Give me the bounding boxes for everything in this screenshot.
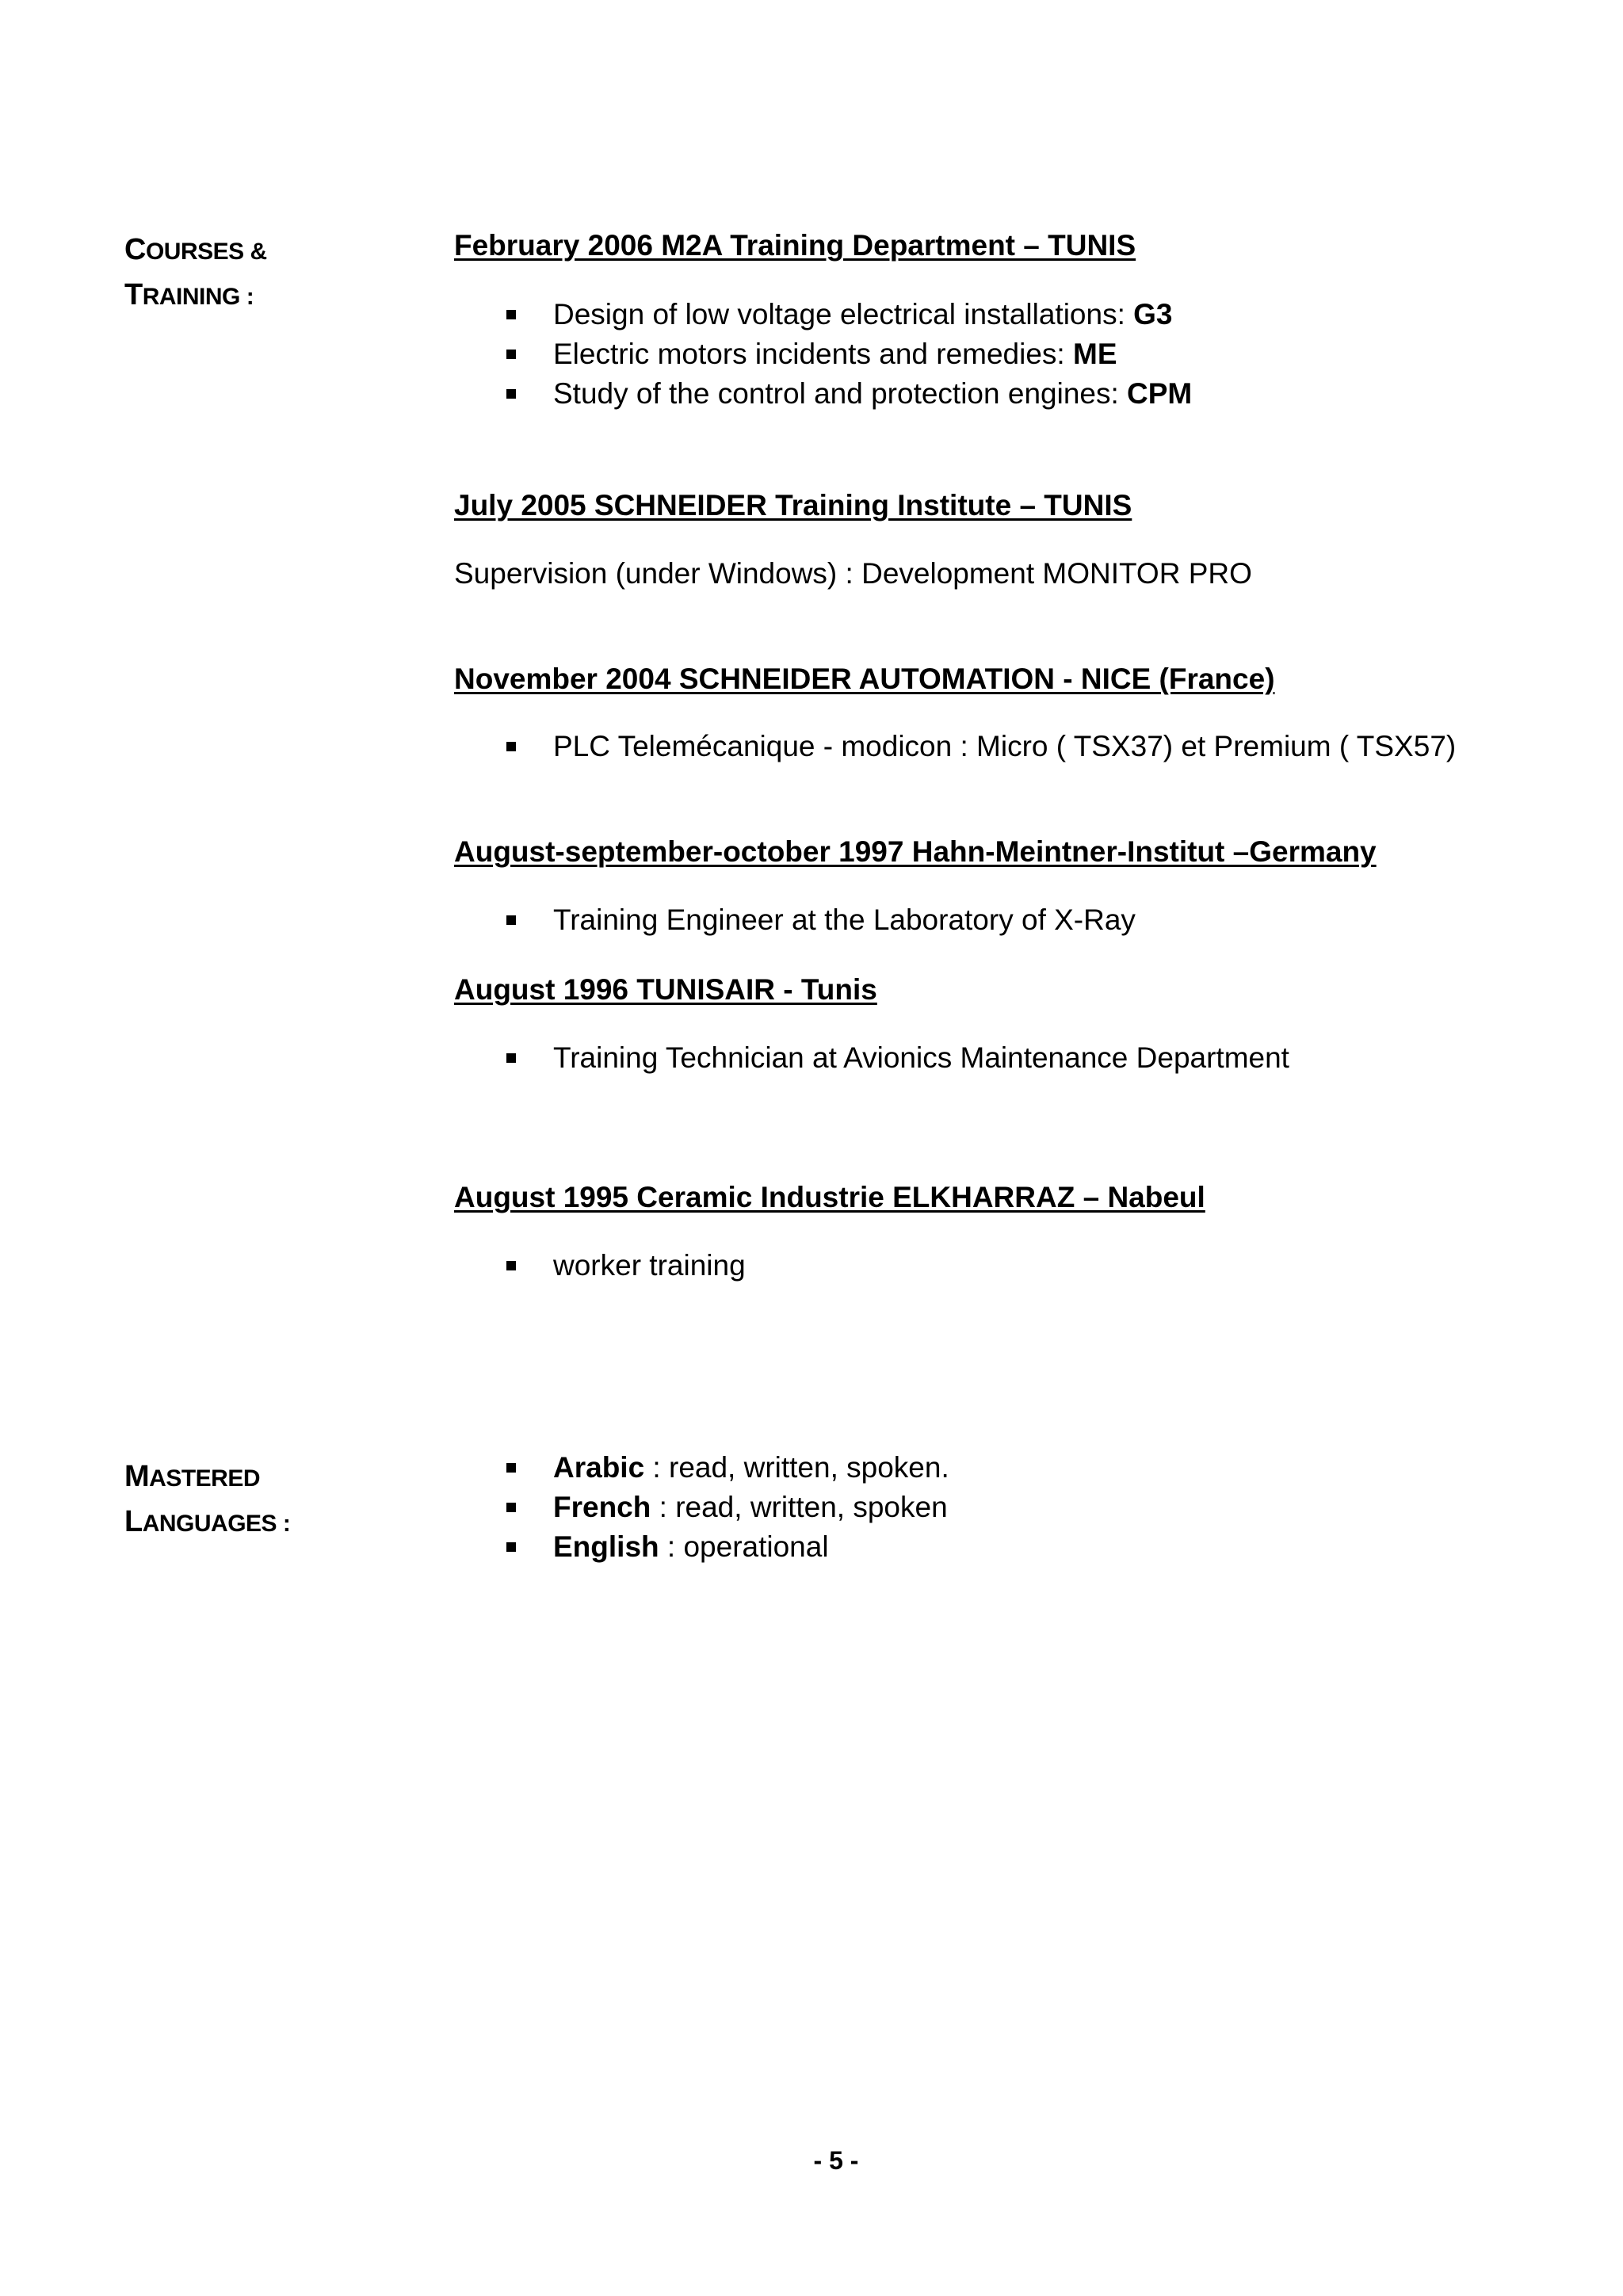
languages-label-line1: MASTERED xyxy=(124,1460,261,1493)
training-heading-1997: August-september-october 1997 Hahn-Meintner-Institut –Germany xyxy=(454,835,1377,868)
page-number: - 5 - xyxy=(813,2146,859,2175)
courses-label-line1: COURSES & xyxy=(124,233,267,266)
bullet-square-icon xyxy=(506,1542,516,1552)
languages-label-line2: LANGUAGES : xyxy=(124,1505,291,1538)
bullet-square-icon xyxy=(506,1261,516,1270)
training-heading-1996: August 1996 TUNISAIR - Tunis xyxy=(454,973,877,1006)
list-item: Electric motors incidents and remedies: ME xyxy=(454,334,1192,374)
list-item: English : operational xyxy=(454,1527,949,1567)
courses-training-label xyxy=(124,228,267,319)
bullet-square-icon xyxy=(506,1463,516,1473)
bullet-square-icon xyxy=(506,1503,516,1512)
training-list-2006 xyxy=(454,295,1192,414)
list-item: Training Engineer at the Laboratory of X-Ray xyxy=(454,900,1136,940)
bullet-square-icon xyxy=(506,389,516,399)
list-item: worker training xyxy=(454,1246,746,1286)
list-item: PLC Telemécanique - modicon : Micro ( TSX37) et Premium ( TSX57) xyxy=(454,727,1456,766)
training-description-2005: Supervision (under Windows) : Development MONITOR PRO xyxy=(454,557,1252,590)
training-heading-2005: July 2005 SCHNEIDER Training Institute – TUNIS xyxy=(454,489,1132,521)
courses-label-line2: TRAINING : xyxy=(124,278,254,311)
list-item: Arabic : read, written, spoken. xyxy=(454,1448,949,1488)
list-item: Design of low voltage electrical installations: G3 xyxy=(454,295,1192,334)
bullet-square-icon xyxy=(506,350,516,359)
training-list-1995 xyxy=(454,1246,746,1286)
bullet-square-icon xyxy=(506,915,516,925)
languages-list xyxy=(454,1448,949,1567)
list-item: Training Technician at Avionics Maintenance Department xyxy=(454,1038,1289,1078)
training-list-1997 xyxy=(454,900,1136,940)
bullet-square-icon xyxy=(506,310,516,319)
list-item: French : read, written, spoken xyxy=(454,1488,949,1527)
training-list-1996 xyxy=(454,1038,1289,1078)
training-heading-2004: November 2004 SCHNEIDER AUTOMATION - NICE (France) xyxy=(454,663,1275,695)
training-list-2004 xyxy=(454,727,1456,766)
bullet-square-icon xyxy=(506,742,516,751)
training-heading-2006: February 2006 M2A Training Department – TUNIS xyxy=(454,229,1136,262)
bullet-square-icon xyxy=(506,1053,516,1063)
training-heading-1995: August 1995 Ceramic Industrie ELKHARRAZ – Nabeul xyxy=(454,1181,1205,1213)
list-item: Study of the control and protection engines: CPM xyxy=(454,374,1192,414)
mastered-languages-label xyxy=(124,1455,290,1545)
